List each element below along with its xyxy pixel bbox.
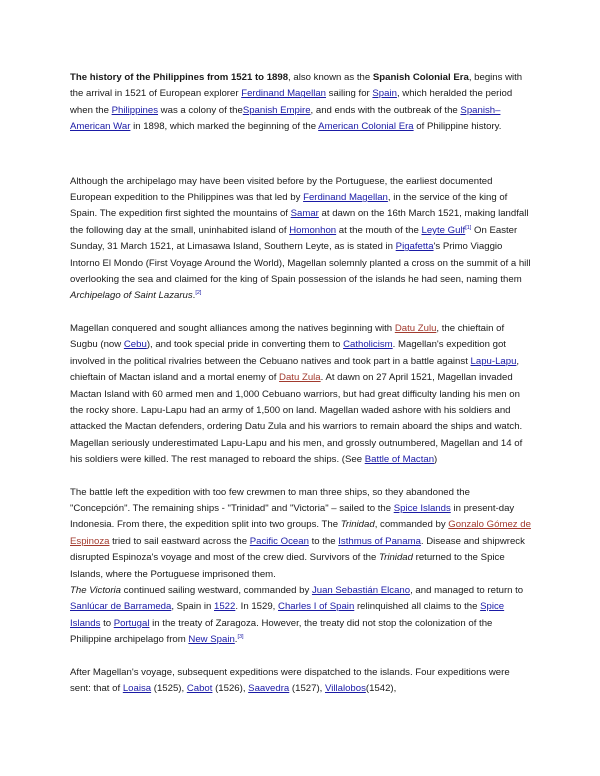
link-spain[interactable]: Spain [372, 88, 397, 100]
link-battle-of-mactan[interactable]: Battle of Mactan [364, 454, 435, 466]
link-catholicism[interactable]: Catholicism [343, 339, 393, 351]
text: Although the archipelago may have been visited before by the Portuguese, the earliest documented European expedition to the Philippines was that led by [70, 175, 493, 204]
link-lapu-lapu[interactable]: Lapu-Lapu [470, 355, 517, 367]
italic-trinidad: Trinidad [340, 519, 375, 531]
text: (1542), [365, 683, 397, 694]
document-page [70, 70, 532, 697]
text: , in the service of the king of Spain. The expedition first sighted the mountains of [70, 192, 508, 220]
paragraph-subsequent-expeditions [70, 665, 532, 698]
link-samar[interactable]: Samar [290, 208, 319, 220]
paragraph-first-expedition [70, 174, 532, 305]
italic-trinidad: Trinidad [379, 552, 413, 564]
link-pacific-ocean[interactable]: Pacific Ocean [249, 535, 309, 547]
link-american-colonial-era[interactable]: American Colonial Era [318, 121, 414, 133]
text: relinquished all claims to the [354, 601, 481, 613]
link-juan-sebastian-elcano[interactable]: Juan Sebastián Elcano [311, 584, 411, 596]
text: After Magellan's voyage, subsequent expeditions were dispatched to the islands. Four expeditions were sent: that of [70, 666, 510, 694]
text: . [234, 634, 238, 646]
text: , which heralded the period when the [70, 88, 513, 116]
link-spanish-empire[interactable]: Spanish Empire [242, 104, 311, 116]
text: at dawn on the 16th March 1521, making landfall the following day at the small, uninhabited island of [70, 208, 529, 236]
text: , the chieftain of Sugbu (now [70, 322, 505, 351]
link-philippines[interactable]: Philippines [111, 104, 159, 116]
text: 's Primo Viaggio Intorno El Mondo (First Voyage Around the World), Magellan solemnly planted a cross on the summit of a hill overlooking the sea and claimed for the king of Spain possession of the islands he had seen, naming them [70, 241, 531, 286]
text: was a colony of the [158, 104, 243, 116]
link-new-spain[interactable]: New Spain [188, 634, 235, 646]
text: ) [434, 454, 438, 466]
link-cabot[interactable]: Cabot [186, 683, 213, 694]
text: , commanded by [374, 519, 449, 531]
link-villalobos[interactable]: Villalobos [324, 683, 366, 694]
text: ), and took special pride in converting them to [146, 339, 344, 351]
link-spanish-american-war[interactable]: Spanish–American War [70, 104, 501, 133]
text: tried to sail eastward across the [109, 535, 250, 547]
text: . Magellan's expedition got involved in the political rivalries between the Cebuano natives and took part in a battle against [70, 339, 506, 367]
link-1522[interactable]: 1522 [214, 601, 236, 613]
reference-3[interactable]: [3] [237, 634, 244, 640]
paragraph-magellan-conquest [70, 321, 532, 469]
text: On Easter Sunday, 31 March 1521, at Limasawa Island, Southern Leyte, as is stated in [70, 224, 518, 253]
link-charles-i-of-spain[interactable]: Charles I of Spain [278, 601, 355, 613]
text: . In 1529, [235, 601, 279, 613]
link-spice-islands[interactable]: Spice Islands [70, 601, 505, 629]
paragraph-expedition-split [70, 485, 532, 649]
link-datu-zula[interactable]: Datu Zula [279, 372, 321, 384]
text: (1527), [289, 683, 325, 694]
intro-bold-title: The history of the Philippines from 1521 to 1898 [70, 72, 289, 83]
link-loaisa[interactable]: Loaisa [122, 683, 152, 694]
text: . [192, 290, 196, 302]
text: in the treaty of Zaragoza. However, the treaty did not stop the colonization of the Philippine archipelago from [70, 617, 493, 646]
link-spice-islands[interactable]: Spice Islands [393, 502, 451, 514]
link-cebu[interactable]: Cebu [123, 339, 147, 351]
link-datu-zulu[interactable]: Datu Zulu [394, 322, 437, 334]
link-sanlucar-de-barrameda[interactable]: Sanlúcar de Barrameda [70, 601, 172, 613]
text: , Spain in [171, 601, 214, 613]
text: to the [308, 535, 339, 547]
text: , also known as the [288, 72, 373, 83]
link-leyte-gulf[interactable]: Leyte Gulf [421, 224, 466, 236]
text: in present-day Indonesia. From there, the expedition split into two groups. The [70, 502, 515, 531]
link-isthmus-of-panama[interactable]: Isthmus of Panama [338, 535, 421, 547]
link-portugal[interactable]: Portugal [113, 617, 150, 629]
text: . At dawn on 27 April 1521, Magellan invaded Mactan Island with 60 armed men and 1,000 Cebuano warriors, but had great difficulty landing his men on the rocky shore. Lapu-Lapu had an army of 1,500 on land. Magellan waded ashore with his soldiers and attacked the Mactan defenders, ordering Datu Zula and his warriors to remain aboard the ships and watch. Magellan seriously underestimated Lapu-Lapu and his men, and grossly outnumbered, Magellan and 14 of his soldiers were killed. The rest managed to reboard the ships. (See [70, 372, 523, 466]
text: sailing for [326, 88, 373, 100]
reference-1[interactable]: [1] [465, 224, 472, 231]
intro-bold-era: Spanish Colonial Era [372, 72, 469, 83]
reference-2[interactable]: [2] [195, 290, 202, 297]
link-pigafetta[interactable]: Pigafetta [395, 241, 434, 253]
link-homonhon[interactable]: Homonhon [289, 224, 337, 236]
link-ferdinand-magellan[interactable]: Ferdinand Magellan [303, 192, 388, 204]
link-ferdinand-magellan[interactable]: Ferdinand Magellan [241, 88, 327, 100]
italic-archipelago: Archipelago of Saint Lazarus [70, 290, 193, 302]
text: to [100, 617, 114, 629]
link-gonzalo-gomez-de-espinoza[interactable]: Gonzalo Gómez de Espinoza [70, 519, 531, 547]
text: continued sailing westward, commanded by [121, 584, 312, 596]
text: , and managed to return to [410, 584, 524, 596]
intro-paragraph [70, 70, 532, 136]
text: (1526), [212, 683, 249, 694]
text: , begins with the arrival in 1521 of European explorer [70, 72, 523, 100]
text: of Philippine history. [413, 121, 502, 133]
text: in 1898, which marked the beginning of the [130, 121, 319, 133]
text: , chieftain of Mactan island and a mortal enemy of [70, 355, 520, 384]
text: at the mouth of the [336, 224, 422, 236]
text: . Disease and shipwreck disrupted Espinoza's voyage and most of the crew died. Survivors of the [70, 535, 525, 564]
text: Magellan conquered and sought alliances among the natives beginning with [70, 322, 395, 334]
text: The battle left the expedition with too few crewmen to man three ships, so they abandoned the "Concepción". The remaining ships - "Trinidad" and "Victoria" – sailed to the [70, 486, 470, 514]
link-saavedra[interactable]: Saavedra [248, 683, 290, 694]
text: , and ends with the outbreak of the [310, 104, 461, 116]
text: (1525), [151, 683, 187, 694]
text: returned to the Spice Islands, where the Portuguese imprisoned them. [70, 552, 505, 580]
italic-victoria: The Victoria [70, 584, 122, 596]
